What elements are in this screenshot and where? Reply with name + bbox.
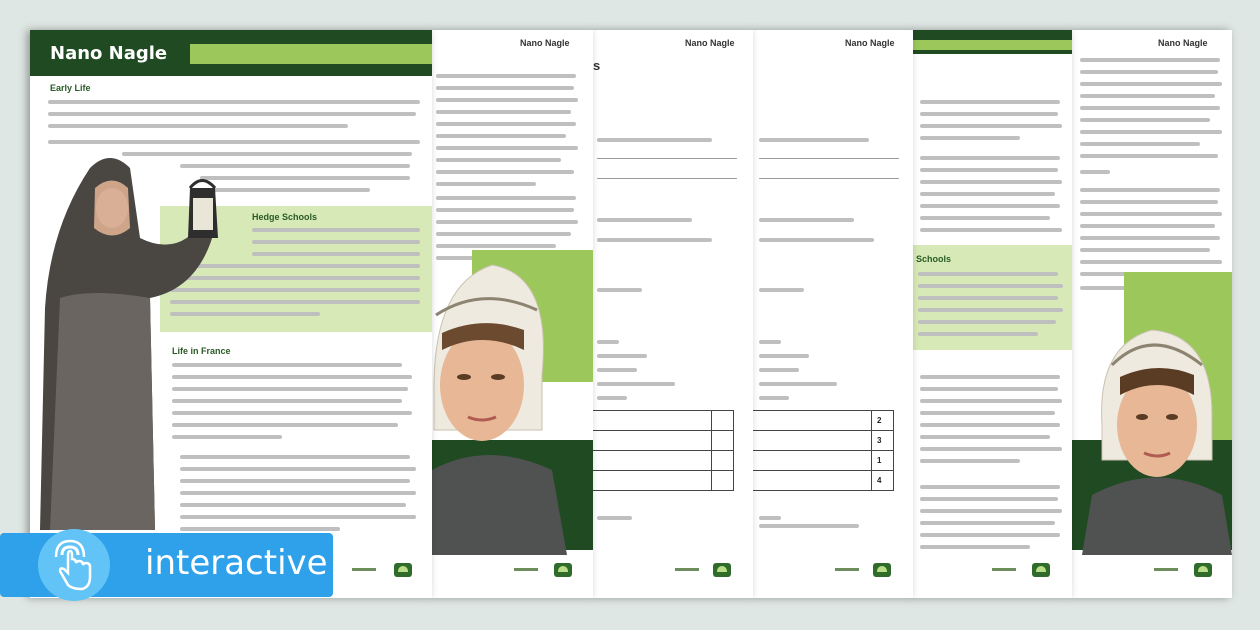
brand-logo <box>1194 563 1212 577</box>
worksheet-page-4 <box>753 30 913 598</box>
life-in-france-heading: Life in France <box>172 346 231 356</box>
worksheet-page-1 <box>30 30 432 598</box>
brand-logo <box>1032 563 1050 577</box>
brand-logo <box>873 563 891 577</box>
interactive-badge[interactable] <box>0 533 333 597</box>
page-title: Nano Nagle <box>50 43 168 64</box>
schools-heading: Schools <box>916 254 952 264</box>
brand-logo <box>713 563 731 577</box>
brand-logo <box>394 563 412 577</box>
hedge-schools-heading: Hedge Schools <box>252 212 318 222</box>
worksheet-page-2 <box>432 30 593 598</box>
page-header: Nano Nagle <box>685 38 735 48</box>
worksheet-page-5 <box>912 30 1072 598</box>
portrait-illustration <box>432 255 593 555</box>
sequence-table <box>593 410 734 491</box>
page-header: Nano Nagle <box>1158 38 1208 48</box>
sequence-table: 2 3 1 4 <box>753 410 894 491</box>
page-header: Nano Nagle <box>845 38 895 48</box>
page-header: Nano Nagle <box>520 38 570 48</box>
brand-logo <box>554 563 572 577</box>
portrait-illustration <box>1072 285 1232 555</box>
early-life-heading: Early Life <box>50 83 91 93</box>
interactive-label: interactive <box>145 543 328 583</box>
worksheet-page-3: Nano Nagle s <box>593 30 753 598</box>
nano-nagle-illustration <box>30 148 245 530</box>
hand-tap-icon <box>38 529 110 601</box>
worksheet-page-6 <box>1072 30 1232 598</box>
